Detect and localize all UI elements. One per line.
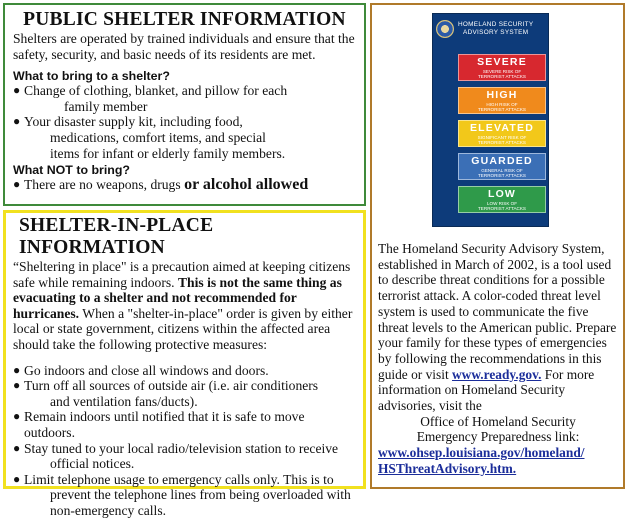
list-item-text: Turn off all sources of outside air (i.e. air conditioners <box>24 378 319 394</box>
list-item <box>13 409 355 440</box>
bring-list <box>13 83 356 161</box>
bullet-icon: ● <box>13 409 21 424</box>
level-desc: SIGNIFICANT RISK OF <box>477 135 527 140</box>
list-item-text: Remain indoors until notified that it is safe to move outdoors. <box>24 409 305 440</box>
level-guarded <box>458 153 546 180</box>
bullet-icon: ● <box>13 83 21 98</box>
intro-text: “Sheltering in place" is a precaution aimed at keeping citizens safe while remaining indoors. <box>13 259 351 290</box>
list-item-text: Go indoors and close all windows and doors. <box>24 362 269 378</box>
list-item-text: medications, comfort items, and special <box>50 129 266 145</box>
public-shelter-title: PUBLIC SHELTER INFORMATION <box>23 9 346 30</box>
bullet-icon: ● <box>13 362 21 377</box>
list-item-text: Change of clothing, blanket, and pillow for each <box>24 83 288 99</box>
level-name: GUARDED <box>471 155 533 167</box>
list-item-text: Limit telephone usage to emergency calls only. This is to <box>24 471 334 487</box>
list-item-text: Stay tuned to your local radio/television station to receive <box>24 440 339 456</box>
bullet-icon: ● <box>13 440 21 455</box>
list-item-text: Your disaster supply kit, including food, <box>24 114 243 130</box>
advisory-title-line: HOMELAND SECURITY <box>458 21 534 28</box>
level-severe <box>458 54 546 81</box>
bullet-icon: ● <box>13 177 21 192</box>
list-item-text: and ventilation fans/ducts). <box>50 393 198 409</box>
bullet-icon: ● <box>13 378 21 393</box>
ohsep-link-line: www.ohsep.louisiana.gov/homeland/ <box>378 445 585 461</box>
list-item-text: prevent the telephone lines from being overloaded with <box>50 487 351 503</box>
shelter-in-place-title: SHELTER-IN-PLACE INFORMATION <box>19 215 214 258</box>
level-elevated <box>458 120 546 147</box>
level-desc: TERRORIST ATTACKS <box>478 140 526 146</box>
list-item <box>13 441 355 472</box>
advisory-title <box>458 21 533 37</box>
level-desc: SEVERE RISK OF <box>482 69 522 74</box>
ready-gov-link[interactable]: www.ready.gov. <box>452 366 542 382</box>
not-bring-list <box>13 177 356 193</box>
level-desc: GENERAL RISK OF <box>481 168 523 173</box>
level-desc: HIGH RISK OF <box>486 102 518 107</box>
list-item-text: items for infant or elderly family members. <box>50 145 286 161</box>
level-desc: TERRORIST ATTACKS <box>478 173 526 179</box>
advisory-header <box>433 14 548 44</box>
ohsep-link[interactable] <box>378 445 585 476</box>
bring-heading: What to bring to a shelter? <box>13 69 170 84</box>
intro-emphasis: This is not the same thing as evacuating to a shelter and not recommended for hurricanes. <box>13 274 342 321</box>
level-name: LOW <box>487 188 517 200</box>
ohsep-link-line: HSThreatAdvisory.htm. <box>378 460 517 476</box>
level-high <box>458 87 546 114</box>
homeland-body: For more information on Homeland Security advisories, visit the <box>378 366 595 414</box>
bullet-icon: ● <box>13 471 21 486</box>
list-item <box>13 472 355 519</box>
list-item-text: There are no weapons, drugs <box>24 177 181 193</box>
bullet-icon: ● <box>13 114 21 129</box>
list-item <box>13 363 355 379</box>
homeland-body: The Homeland Security Advisory System, established in March of 2002, is a tool used to describe threat conditions for a possible terrorist attack. A color-coded threat level system is used to communicate the five threat levels to the American public. Prepare your family for these types of emergencies by following the recommendations in this guide or visit <box>378 241 617 382</box>
dhs-seal-icon <box>436 20 454 38</box>
list-item <box>13 378 355 409</box>
level-name: SEVERE <box>477 56 527 68</box>
office-line: Office of Homeland Security <box>420 413 576 429</box>
shelter-in-place-intro <box>13 259 355 353</box>
level-name: HIGH <box>486 89 518 101</box>
list-item <box>13 114 356 161</box>
advisory-system-chart <box>432 13 549 227</box>
level-desc: TERRORIST ATTACKS <box>478 74 526 80</box>
shelter-in-place-section <box>3 210 366 518</box>
list-item <box>13 83 356 114</box>
public-shelter-intro: Shelters are operated by trained individuals and ensure that the safety, security, and basic needs of its residents are met. <box>13 31 355 62</box>
list-item-text: family member <box>64 98 148 114</box>
homeland-security-text <box>378 241 618 477</box>
advisory-title-line: ADVISORY SYSTEM <box>463 29 529 36</box>
list-item <box>13 177 356 193</box>
level-low <box>458 186 546 213</box>
office-line: Emergency Preparedness link: <box>416 429 580 445</box>
list-item-text: non-emergency calls. <box>50 502 167 518</box>
level-name: ELEVATED <box>469 122 535 134</box>
level-desc: LOW RISK OF <box>486 201 518 206</box>
intro-text: When a "shelter-in-place" order is given by either local or state government, citizens within the affected area should take the following protective measures: <box>13 305 353 352</box>
no-alcohol-text: or alcohol allowed <box>184 176 309 194</box>
level-desc: TERRORIST ATTACKS <box>478 206 526 212</box>
level-desc: TERRORIST ATTACKS <box>478 107 526 113</box>
not-bring-heading: What NOT to bring? <box>13 163 130 178</box>
protective-measures-list <box>13 363 355 519</box>
homeland-security-section <box>370 3 625 489</box>
public-shelter-section <box>3 3 366 206</box>
list-item-text: official notices. <box>50 456 135 472</box>
